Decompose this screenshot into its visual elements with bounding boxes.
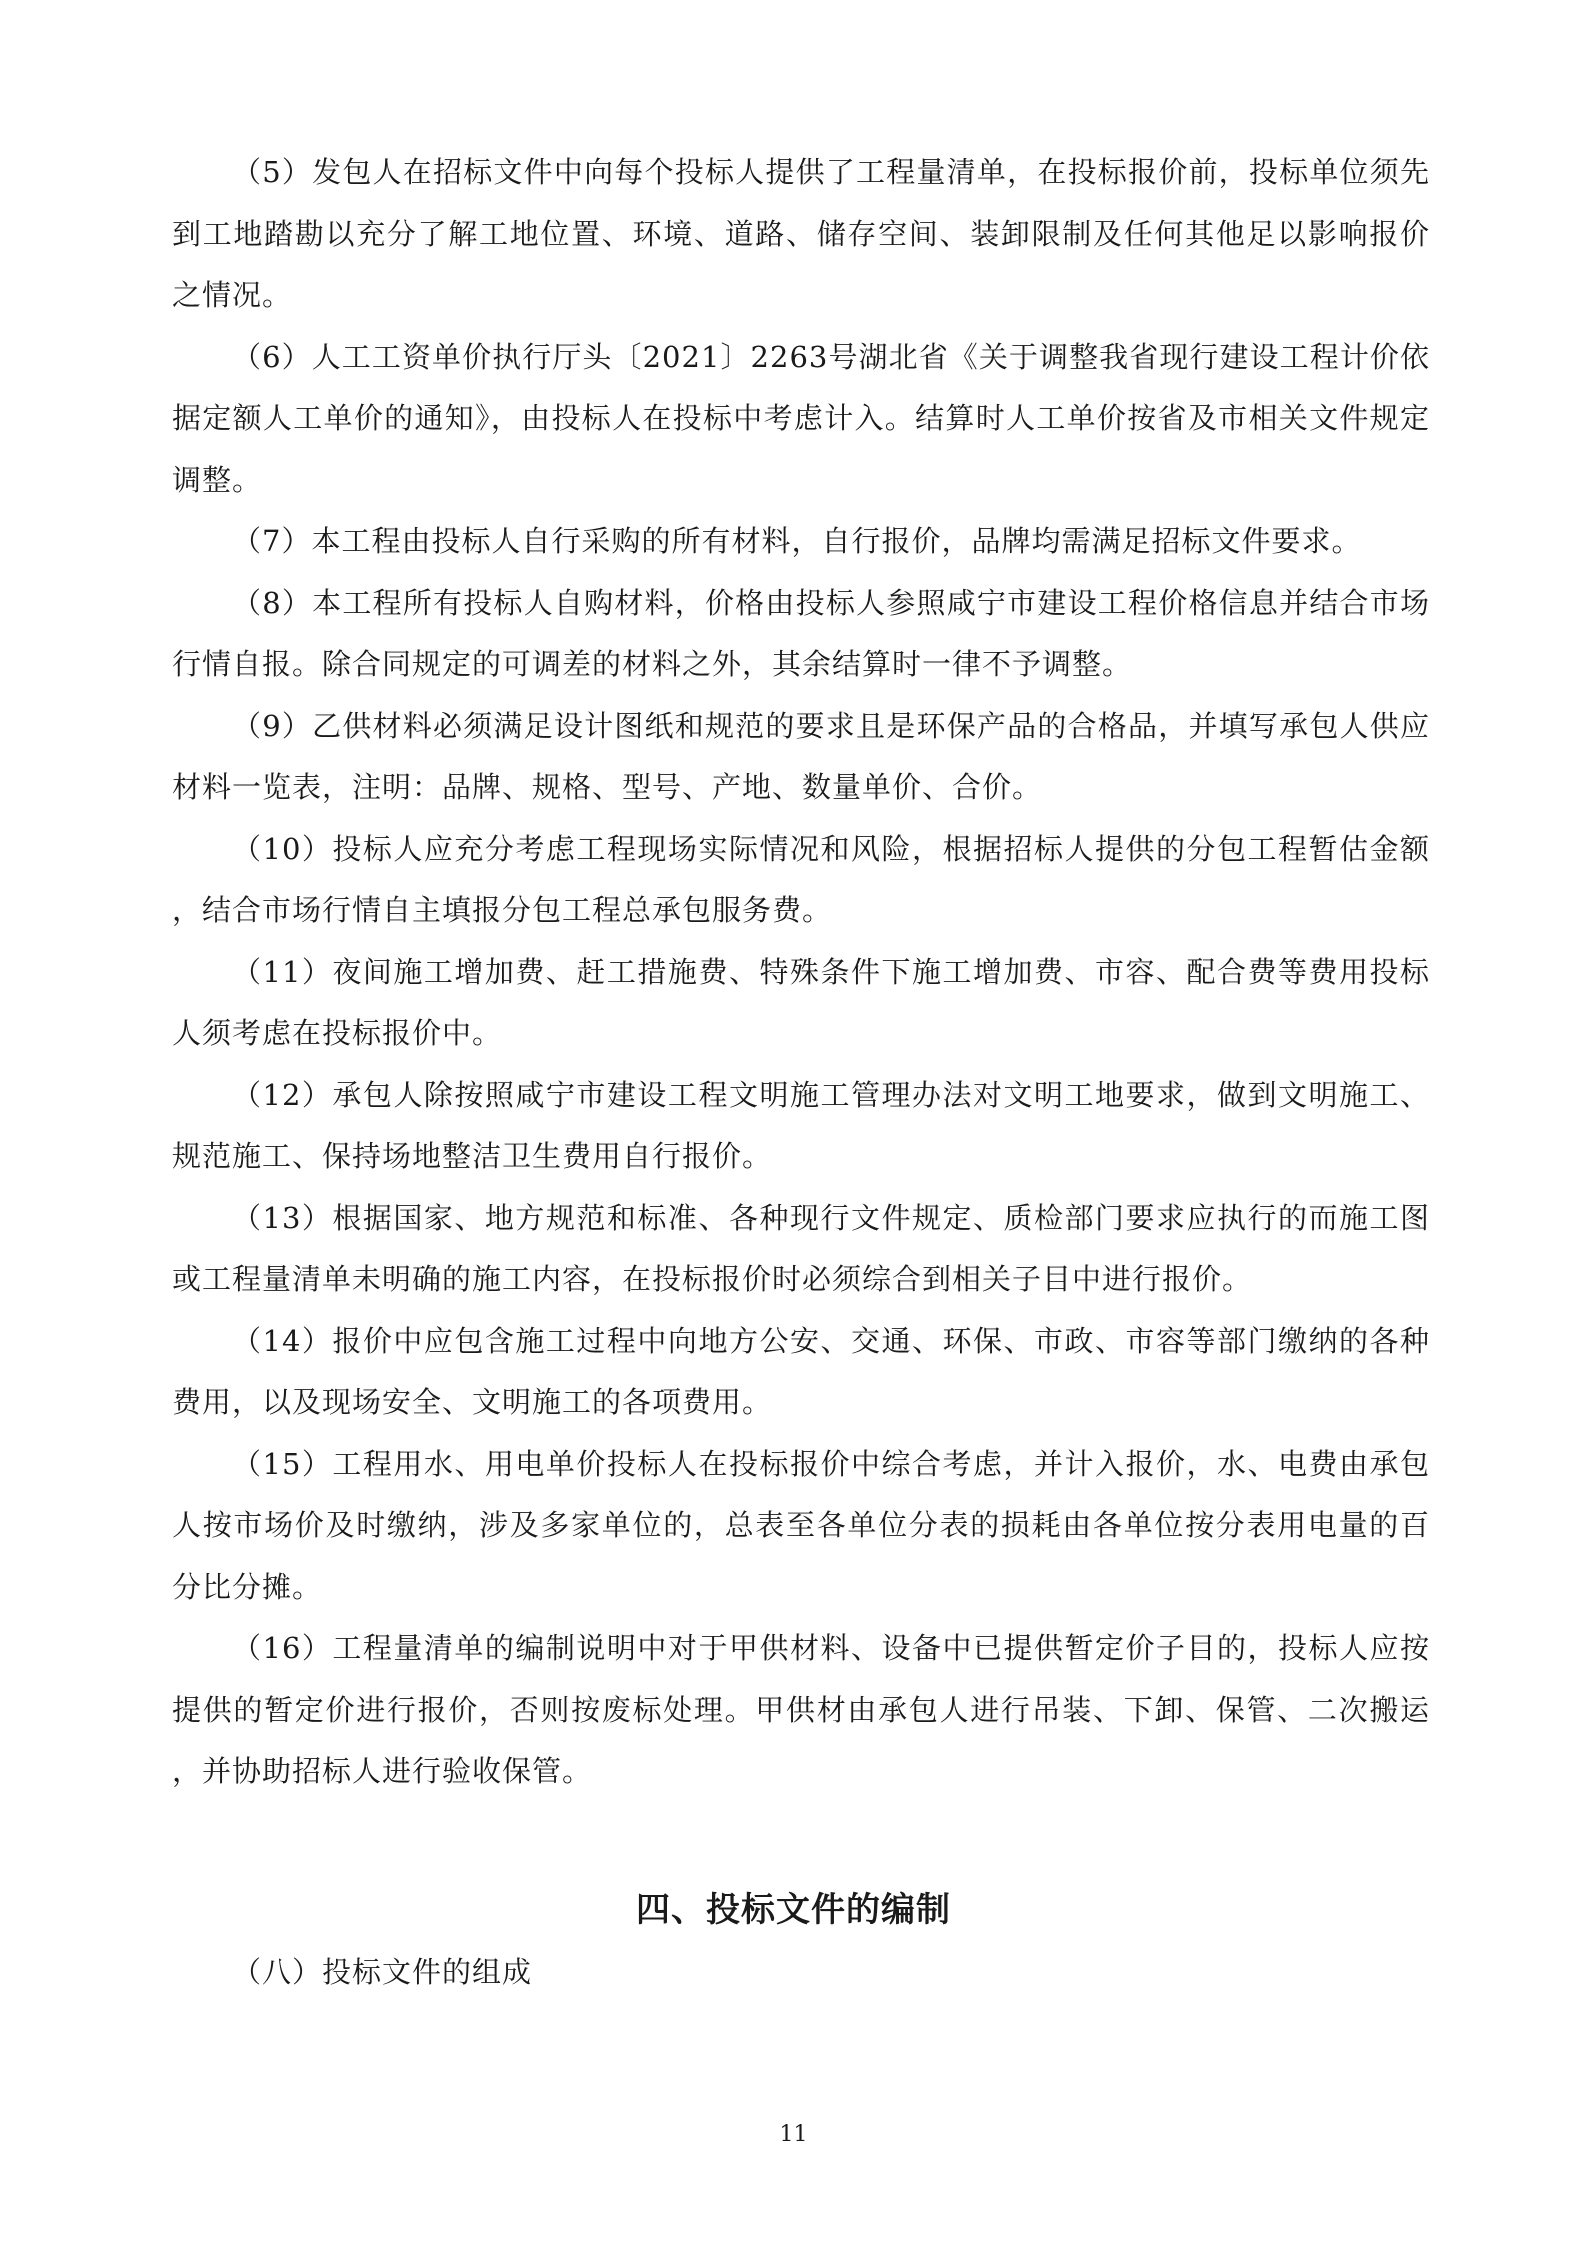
paragraph-11: （11）夜间施工增加费、赶工措施费、特殊条件下施工增加费、市容、配合费等费用投标人须考虑在投标报价中。 [172,954,1430,1050]
paragraph-13: （13）根据国家、地方规范和标准、各种现行文件规定、质检部门要求应执行的而施工图或工程量清单未明确的施工内容，在投标报价时必须综合到相关子目中进行报价。 [172,1200,1430,1296]
paragraph-14: （14）报价中应包含施工过程中向地方公安、交通、环保、市政、市容等部门缴纳的各种费用，以及现场安全、文明施工的各项费用。 [172,1323,1430,1419]
subsection-heading: （八）投标文件的组成 [232,1955,533,1989]
paragraph-6: （6）人工工资单价执行厅头〔2021〕2263号湖北省《关于调整我省现行建设工程计价依据定额人工单价的通知》，由投标人在投标中考虑计入。结算时人工单价按省及市相关文件规定调整。 [172,339,1430,497]
paragraph-5: （5）发包人在招标文件中向每个投标人提供了工程量清单，在投标报价前，投标单位须先到工地踏勘以充分了解工地位置、环境、道路、储存空间、装卸限制及任何其他足以影响报价之情况。 [172,155,1430,312]
paragraph-7: （7）本工程由投标人自行采购的所有材料，自行报价，品牌均需满足招标文件要求。 [232,524,1362,558]
section-heading: 四、投标文件的编制 [636,1890,951,1930]
page-number: 11 [779,2122,808,2147]
paragraph-12: （12）承包人除按照咸宁市建设工程文明施工管理办法对文明工地要求，做到文明施工、规范施工、保持场地整洁卫生费用自行报价。 [172,1077,1430,1173]
paragraph-10: （10）投标人应充分考虑工程现场实际情况和风险，根据招标人提供的分包工程暂估金额，结合市场行情自主填报分包工程总承包服务费。 [172,831,1430,927]
body-text [172,142,1430,1803]
paragraph-8: （8）本工程所有投标人自购材料，价格由投标人参照咸宁市建设工程价格信息并结合市场行情自报。除合同规定的可调差的材料之外，其余结算时一律不予调整。 [172,585,1430,681]
paragraph-9: （9）乙供材料必须满足设计图纸和规范的要求且是环保产品的合格品，并填写承包人供应材料一览表，注明：品牌、规格、型号、产地、数量单价、合价。 [172,708,1430,804]
paragraph-15: （15）工程用水、用电单价投标人在投标报价中综合考虑，并计入报价，水、电费由承包人按市场价及时缴纳，涉及多家单位的，总表至各单位分表的损耗由各单位按分表用电量的百分比分摊。 [172,1446,1430,1604]
paragraph-16: （16）工程量清单的编制说明中对于甲供材料、设备中已提供暂定价子目的，投标人应按提供的暂定价进行报价，否则按废标处理。甲供材由承包人进行吊装、下卸、保管、二次搬运，并协助招标人进行验收保管。 [172,1631,1430,1788]
